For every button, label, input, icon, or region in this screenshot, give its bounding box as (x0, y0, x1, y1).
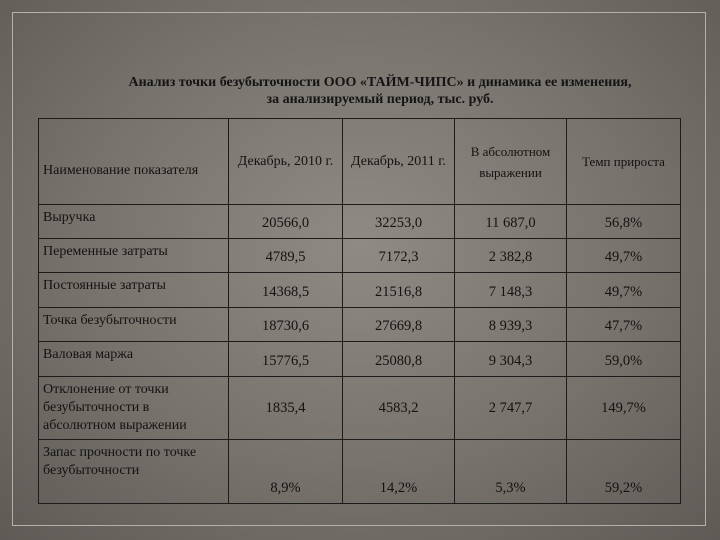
header-dec-2010: Декабрь, 2010 г. (229, 119, 343, 205)
table-row (39, 205, 681, 239)
cell-value: 11 687,0 (455, 205, 567, 239)
header-indicator-name: Наименование показателя (39, 119, 229, 205)
cell-value: 47,7% (567, 308, 681, 342)
table-row (39, 273, 681, 308)
table-row (39, 440, 681, 504)
cell-value: 25080,8 (343, 342, 455, 377)
row-label: Отклонение от точки безубыточности в абсолютном выражении (39, 377, 229, 440)
cell-value: 5,3% (455, 440, 567, 504)
cell-value: 15776,5 (229, 342, 343, 377)
cell-value: 14,2% (343, 440, 455, 504)
table-row (39, 342, 681, 377)
row-label: Валовая маржа (39, 342, 229, 377)
row-label: Точка безубыточности (39, 308, 229, 342)
cell-value: 4789,5 (229, 239, 343, 273)
cell-value: 7172,3 (343, 239, 455, 273)
cell-value: 32253,0 (343, 205, 455, 239)
cell-value: 149,7% (567, 377, 681, 440)
cell-value: 2 747,7 (455, 377, 567, 440)
cell-value: 9 304,3 (455, 342, 567, 377)
table-row (39, 377, 681, 440)
header-growth-rate: Темп прироста (567, 119, 681, 205)
cell-value: 27669,8 (343, 308, 455, 342)
cell-value: 14368,5 (229, 273, 343, 308)
cell-value: 4583,2 (343, 377, 455, 440)
table-title-line-1: Анализ точки безубыточности ООО «ТАЙМ-ЧИПС» и динамика ее изменения, (128, 75, 632, 90)
cell-value: 18730,6 (229, 308, 343, 342)
cell-value: 2 382,8 (455, 239, 567, 273)
table-title-line-2: за анализируемый период, тыс. руб. (266, 92, 494, 107)
row-label: Запас прочности по точке безубыточности (39, 440, 229, 504)
header-dec-2011: Декабрь, 2011 г. (343, 119, 455, 205)
row-label: Постоянные затраты (39, 273, 229, 308)
table-row (39, 239, 681, 273)
breakeven-table (38, 118, 681, 504)
cell-value: 49,7% (567, 273, 681, 308)
table-title (40, 74, 720, 108)
cell-value: 59,2% (567, 440, 681, 504)
table-row (39, 308, 681, 342)
table-header-row (39, 119, 681, 205)
cell-value: 20566,0 (229, 205, 343, 239)
cell-value: 21516,8 (343, 273, 455, 308)
cell-value: 59,0% (567, 342, 681, 377)
cell-value: 8,9% (229, 440, 343, 504)
cell-value: 7 148,3 (455, 273, 567, 308)
cell-value: 1835,4 (229, 377, 343, 440)
header-absolute-change: В абсолютном выражении (455, 119, 567, 205)
row-label: Переменные затраты (39, 239, 229, 273)
cell-value: 56,8% (567, 205, 681, 239)
cell-value: 49,7% (567, 239, 681, 273)
cell-value: 8 939,3 (455, 308, 567, 342)
row-label: Выручка (39, 205, 229, 239)
